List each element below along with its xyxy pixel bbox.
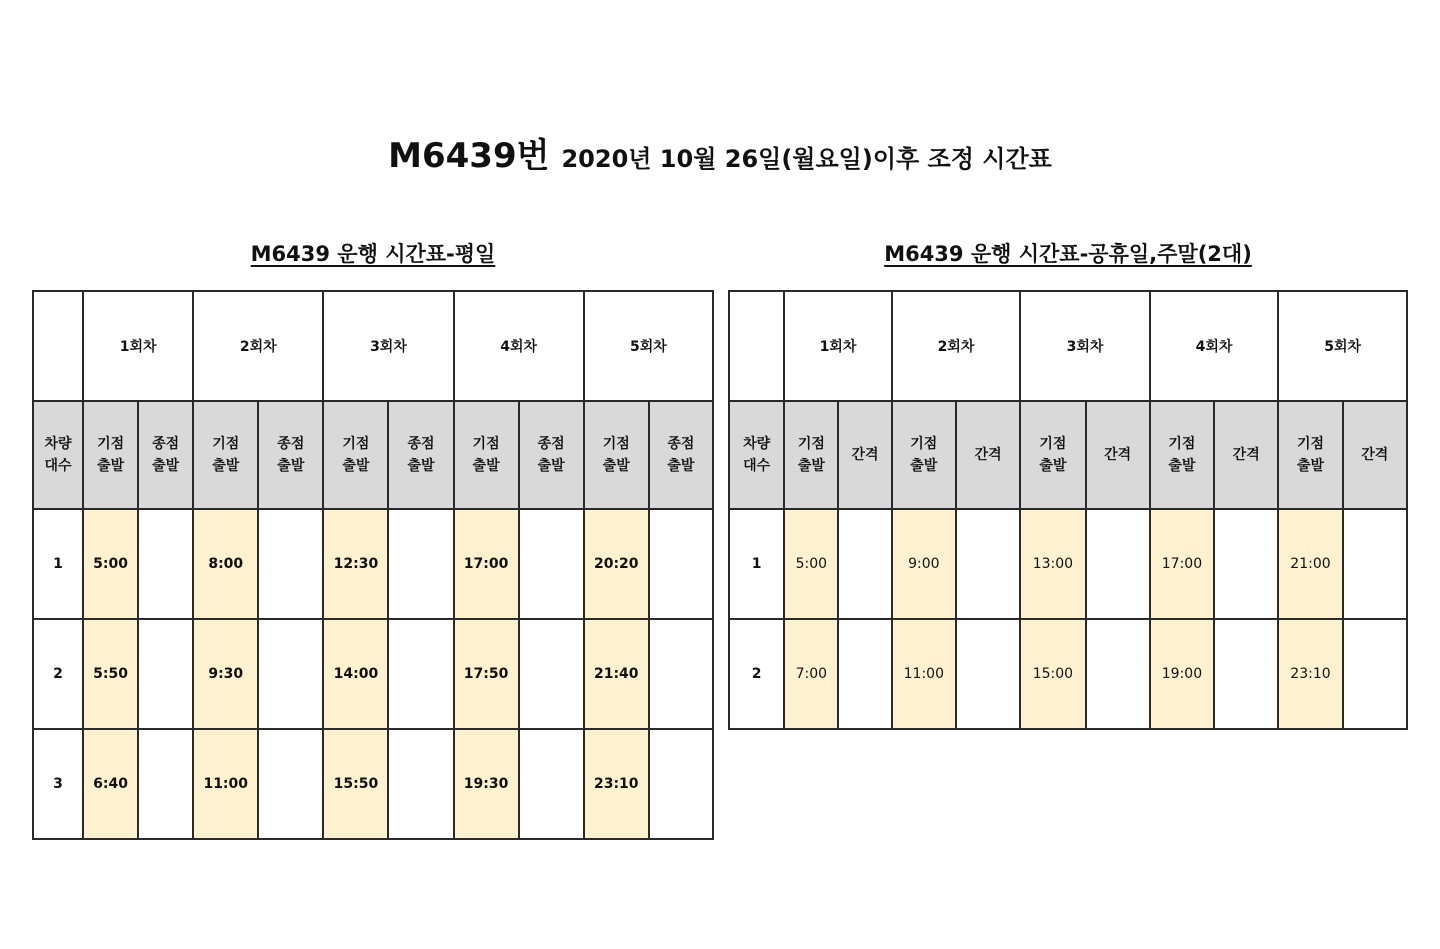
sub-label: 간격 (1361, 447, 1389, 463)
empty-cell (519, 509, 584, 619)
vehicle-number: 1 (33, 509, 83, 619)
empty-cell (956, 619, 1020, 729)
empty-cell (649, 509, 713, 619)
sub-label: 기점 (1296, 436, 1324, 452)
departure-time: 19:30 (454, 729, 519, 839)
departure-time: 5:00 (784, 509, 838, 619)
departure-time: 17:00 (1150, 509, 1214, 619)
title-subtitle: 2020년 10월 26일(월요일)이후 조정 시간표 (561, 145, 1052, 173)
sub-label: 출발 (472, 458, 500, 474)
interval-header (956, 401, 1020, 509)
departure-time: 6:40 (83, 729, 138, 839)
departure-time: 15:00 (1020, 619, 1085, 729)
sub-label: 출발 (97, 458, 125, 474)
sub-label: 기점 (602, 436, 630, 452)
corner-cell (729, 291, 784, 401)
empty-cell (838, 619, 891, 729)
empty-cell (138, 509, 193, 619)
departure-time: 11:00 (193, 729, 258, 839)
origin-departure-header (1278, 401, 1342, 509)
round-header: 1회차 (83, 291, 193, 401)
departure-time: 17:00 (454, 509, 519, 619)
sub-label: 출발 (667, 458, 695, 474)
table-row (729, 509, 1407, 619)
empty-cell (138, 619, 193, 729)
sub-label: 출발 (152, 458, 180, 474)
round-header: 2회차 (193, 291, 323, 401)
vehicle-number: 1 (729, 509, 784, 619)
sub-label: 기점 (1168, 436, 1196, 452)
departure-time: 8:00 (193, 509, 258, 619)
departure-time: 23:10 (1278, 619, 1342, 729)
empty-cell (388, 619, 453, 729)
origin-departure-header (1150, 401, 1214, 509)
empty-cell (388, 729, 453, 839)
sub-label: 간격 (851, 447, 879, 463)
terminal-departure-header (519, 401, 584, 509)
departure-time: 15:50 (323, 729, 388, 839)
departure-time: 5:50 (83, 619, 138, 729)
interval-header (1214, 401, 1278, 509)
interval-header (1343, 401, 1407, 509)
vehicle-number: 2 (729, 619, 784, 729)
round-header: 2회차 (892, 291, 1021, 401)
page-title (0, 128, 1440, 178)
table-row (33, 729, 713, 839)
vehicle-label-top: 차량 (44, 436, 72, 452)
empty-cell (1086, 509, 1150, 619)
weekday-timetable (32, 290, 714, 840)
sub-label: 기점 (910, 436, 938, 452)
departure-time: 21:00 (1278, 509, 1342, 619)
empty-cell (519, 619, 584, 729)
empty-cell (649, 729, 713, 839)
sub-label: 출발 (602, 458, 630, 474)
departure-time: 20:20 (584, 509, 649, 619)
origin-departure-header (323, 401, 388, 509)
interval-header (838, 401, 891, 509)
origin-departure-header (1020, 401, 1085, 509)
interval-header (1086, 401, 1150, 509)
vehicle-number: 2 (33, 619, 83, 729)
round-header: 3회차 (323, 291, 453, 401)
origin-departure-header (83, 401, 138, 509)
origin-departure-header (584, 401, 649, 509)
sub-label: 출발 (1039, 458, 1067, 474)
sub-label: 출발 (407, 458, 435, 474)
empty-cell (519, 729, 584, 839)
sub-label: 종점 (277, 436, 305, 452)
sub-label: 기점 (342, 436, 370, 452)
vehicle-label-bottom: 대수 (44, 458, 72, 474)
origin-departure-header (193, 401, 258, 509)
sub-label: 출발 (1296, 458, 1324, 474)
round-header: 4회차 (454, 291, 584, 401)
route-number: M6439번 (388, 136, 550, 176)
empty-cell (838, 509, 891, 619)
table-row (33, 619, 713, 729)
departure-time: 9:30 (193, 619, 258, 729)
corner-cell (33, 291, 83, 401)
terminal-departure-header (138, 401, 193, 509)
empty-cell (1086, 619, 1150, 729)
departure-time: 13:00 (1020, 509, 1085, 619)
sub-label: 간격 (1104, 447, 1132, 463)
sub-label: 출발 (1168, 458, 1196, 474)
sub-label: 기점 (97, 436, 125, 452)
departure-time: 11:00 (892, 619, 956, 729)
holiday-timetable (728, 290, 1408, 730)
origin-departure-header (784, 401, 838, 509)
vehicle-number: 3 (33, 729, 83, 839)
round-header: 1회차 (784, 291, 891, 401)
sub-label: 기점 (797, 436, 825, 452)
empty-cell (1214, 509, 1278, 619)
sub-label: 종점 (537, 436, 565, 452)
departure-time: 7:00 (784, 619, 838, 729)
round-header: 3회차 (1020, 291, 1150, 401)
sub-label: 기점 (472, 436, 500, 452)
terminal-departure-header (388, 401, 453, 509)
sub-label: 출발 (277, 458, 305, 474)
round-header: 4회차 (1150, 291, 1279, 401)
sub-label: 출발 (212, 458, 240, 474)
sub-label: 기점 (1039, 436, 1067, 452)
table-row (729, 619, 1407, 729)
departure-time: 12:30 (323, 509, 388, 619)
sub-label: 간격 (1232, 447, 1260, 463)
empty-cell (258, 729, 323, 839)
weekday-table-title: M6439 운행 시간표-평일 (250, 242, 496, 266)
empty-cell (258, 619, 323, 729)
departure-time: 5:00 (83, 509, 138, 619)
terminal-departure-header (258, 401, 323, 509)
sub-label: 종점 (152, 436, 180, 452)
empty-cell (956, 509, 1020, 619)
departure-time: 23:10 (584, 729, 649, 839)
holiday-table-title: M6439 운행 시간표-공휴일,주말(2대) (884, 242, 1252, 266)
empty-cell (1343, 509, 1407, 619)
departure-time: 19:00 (1150, 619, 1214, 729)
empty-cell (138, 729, 193, 839)
departure-time: 21:40 (584, 619, 649, 729)
departure-time: 9:00 (892, 509, 956, 619)
vehicle-label-bottom: 대수 (743, 458, 771, 474)
departure-time: 14:00 (323, 619, 388, 729)
sub-label: 출발 (537, 458, 565, 474)
origin-departure-header (892, 401, 956, 509)
vehicle-label-top: 차량 (743, 436, 771, 452)
round-header: 5회차 (1278, 291, 1407, 401)
sub-label: 기점 (212, 436, 240, 452)
empty-cell (649, 619, 713, 729)
vehicle-count-header (33, 401, 83, 509)
table-row (33, 509, 713, 619)
sub-label: 종점 (667, 436, 695, 452)
terminal-departure-header (649, 401, 713, 509)
sub-label: 출발 (797, 458, 825, 474)
departure-time: 17:50 (454, 619, 519, 729)
sub-label: 종점 (407, 436, 435, 452)
sub-label: 간격 (974, 447, 1002, 463)
empty-cell (258, 509, 323, 619)
vehicle-count-header (729, 401, 784, 509)
sub-label: 출발 (342, 458, 370, 474)
empty-cell (1214, 619, 1278, 729)
empty-cell (1343, 619, 1407, 729)
round-header: 5회차 (584, 291, 713, 401)
sub-label: 출발 (910, 458, 938, 474)
empty-cell (388, 509, 453, 619)
origin-departure-header (454, 401, 519, 509)
